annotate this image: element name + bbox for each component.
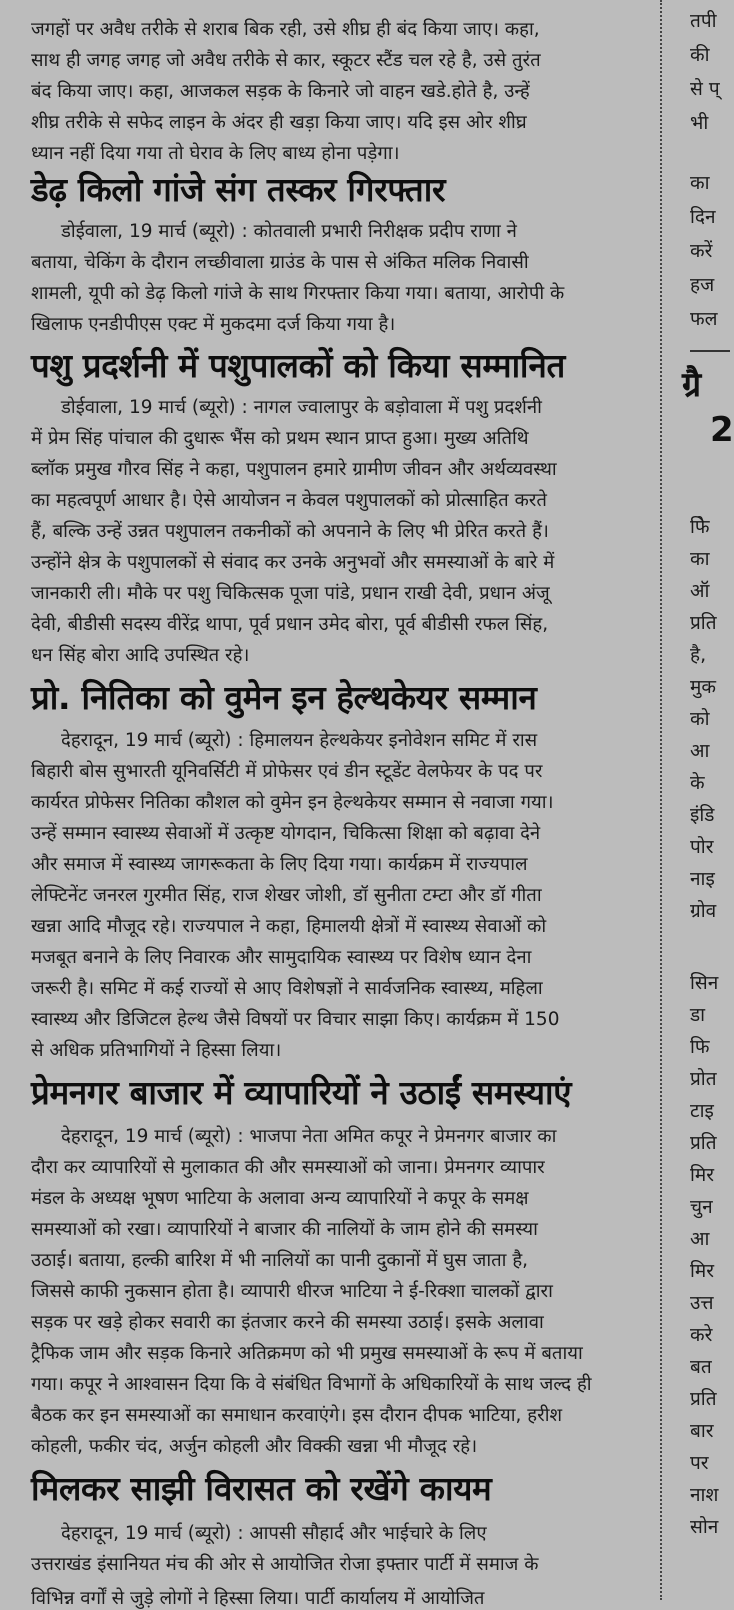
article-line: डोईवाला, 19 मार्च (ब्यूरो) : नागल ज्वालापुर के बड़ोवाला में पशु प्रदर्शनी xyxy=(61,397,542,418)
article-headline: प्रो. नितिका को वुमेन इन हेल्थकेयर सम्मान xyxy=(31,678,537,717)
side-column xyxy=(668,0,734,1600)
article-line: ट्रैफिक जाम और सड़क किनारे अतिक्रमण को भी प्रमुख समस्याओं के रूप में बताया xyxy=(31,1343,583,1364)
side-fragment: उत्त xyxy=(690,1292,714,1314)
article-line: जिससे काफी नुकसान होता है। व्यापारी धीरज भाटिया ने ई-रिक्शा चालकों द्वारा xyxy=(31,1281,553,1302)
article-line: हैं, बल्कि उन्हें उन्नत पशुपालन तकनीकों को अपनाने के लिए भी प्रेरित करते हैं। xyxy=(31,521,549,542)
article-line: में प्रेम सिंह पांचाल की दुधारू भैंस को प्रथम स्थान प्राप्त हुआ। मुख्य अतिथि xyxy=(31,428,529,449)
article-line: उत्तराखंड इंसानियत मंच की ओर से आयोजित रोजा इफ्तार पार्टी में समाज के xyxy=(31,1554,539,1575)
article-line: कार्यरत प्रोफेसर नितिका कौशल को वुमेन इन हेल्थकेयर सम्मान से नवाजा गया। xyxy=(31,792,554,813)
article-headline: मिलकर साझी विरासत को रखेंगे कायम xyxy=(31,1469,492,1508)
side-fragment: है, xyxy=(690,644,707,666)
side-fragment: प्रति xyxy=(690,612,717,634)
article-line: कोहली, फकीर चंद, अर्जुन कोहली और विक्की खन्ना भी मौजूद रहे। xyxy=(31,1436,478,1457)
article-line: विभिन्न वर्गों से जुड़े लोगों ने हिस्सा लिया। पार्टी कार्यालय में आयोजित xyxy=(31,1588,485,1609)
side-fragment: प्रति xyxy=(690,1388,717,1410)
article-line: स्वास्थ्य और डिजिटल हेल्थ जैसे विषयों पर विचार साझा किए। कार्यक्रम में 150 xyxy=(31,1009,560,1030)
side-fragment: बत xyxy=(690,1356,712,1378)
article-line: बैठक कर इन समस्याओं का समाधान करवाएंगे। इस दौरान दीपक भाटिया, हरीश xyxy=(31,1405,563,1426)
side-fragment: पर xyxy=(690,1452,709,1474)
article-line: उठाई। बताया, हल्की बारिश में भी नालियों का पानी दुकानों में घुस जाता है, xyxy=(31,1250,529,1271)
article-line: उन्होंने क्षेत्र के पशुपालकों से संवाद कर उनके अनुभवों और समस्याओं के बारे में xyxy=(31,552,555,573)
side-fragment: नाइ xyxy=(690,868,715,890)
article-line: खिलाफ एनडीपीएस एक्ट में मुकदमा दर्ज किया गया है। xyxy=(31,314,396,335)
article-headline: पशु प्रदर्शनी में पशुपालकों को किया सम्मानित xyxy=(31,346,565,385)
article-line: बिहारी बोस सुभारती यूनिवर्सिटी में प्रोफेसर एवं डीन स्टूडेंट वेलफेयर के पद पर xyxy=(31,761,543,782)
article-line: जानकारी ली। मौके पर पशु चिकित्सक पूजा पांडे, प्रधान राखी देवी, प्रधान अंजू xyxy=(31,583,550,604)
article-line: देहरादून, 19 मार्च (ब्यूरो) : भाजपा नेता अमित कपूर ने प्रेमनगर बाजार का xyxy=(61,1126,557,1147)
article-line: बताया, चेकिंग के दौरान लच्छीवाला ग्राउंड के पास से अंकित मलिक निवासी xyxy=(31,252,529,273)
side-fragment: इंडि xyxy=(690,804,715,826)
side-fragment: टाइ xyxy=(690,1100,714,1122)
article-line: खन्ना आदि मौजूद रहे। राज्यपाल ने कहा, हिमालयी क्षेत्रों में स्वास्थ्य सेवाओं को xyxy=(31,916,547,937)
side-fragment: का xyxy=(690,548,710,570)
side-fragment: फि xyxy=(690,1036,710,1058)
side-fragment: करें xyxy=(690,240,713,262)
intro-line: ध्यान नहीं दिया गया तो घेराव के लिए बाध्य होना पड़ेगा। xyxy=(31,143,400,164)
article-line: डोईवाला, 19 मार्च (ब्यूरो) : कोतवाली प्रभारी निरीक्षक प्रदीप राणा ने xyxy=(61,221,517,242)
article-line: सड़क पर खड़े होकर सवारी का इंतजार करने की समस्या उठाई। इसके अलावा xyxy=(31,1312,544,1333)
article-line: देहरादून, 19 मार्च (ब्यूरो) : आपसी सौहार्द और भाईचारे के लिए xyxy=(61,1523,487,1544)
side-fragment: करे xyxy=(690,1324,713,1346)
side-fragment: बार xyxy=(690,1420,714,1442)
side-fragment: आ xyxy=(690,1228,710,1250)
side-fragment: आ xyxy=(690,740,710,762)
side-fragment: मुक xyxy=(690,676,716,698)
side-fragment: की xyxy=(690,44,710,66)
article-line: जरूरी है। समिट में कई राज्यों से आए विशेषज्ञों ने सार्वजनिक स्वास्थ्य, महिला xyxy=(31,978,543,999)
intro-line: शीघ्र तरीके से सफेद लाइन के अंदर ही खड़ा किया जाए। यदि इस ओर शीघ्र xyxy=(31,112,527,133)
side-fragment: से प् xyxy=(690,78,720,100)
intro-line: बंद किया जाए। कहा, आजकल सड़क के किनारे जो वाहन खडे.होते है, उन्हें xyxy=(31,81,530,102)
side-fragment: फल xyxy=(690,308,718,330)
article-line: देवी, बीडीसी सदस्य वीरेंद्र थापा, पूर्व प्रधान उमेद बोरा, पूर्व बीडीसी रफल सिंह, xyxy=(31,614,549,635)
side-fragment: को xyxy=(690,708,710,730)
article-headline: डेढ़ किलो गांजे संग तस्कर गिरफ्तार xyxy=(31,170,446,209)
article-line: गया। कपूर ने आश्वासन दिया कि वे संबंधित विभागों के अधिकारियों के साथ जल्द ही xyxy=(31,1374,592,1395)
side-fragment: नाश xyxy=(690,1484,719,1506)
article-line: शामली, यूपी को डेढ़ किलो गांजे के साथ गिरफ्तार किया गया। बताया, आरोपी के xyxy=(31,283,565,304)
side-fragment: डा xyxy=(690,1004,706,1026)
side-fragment: पोर xyxy=(690,836,714,858)
intro-line: जगहों पर अवैध तरीके से शराब बिक रही, उसे शीघ्र ही बंद किया जाए। कहा, xyxy=(31,19,540,40)
side-fragment: भी xyxy=(690,112,709,134)
side-fragment: के xyxy=(690,772,705,794)
article-line: मंडल के अध्यक्ष भूषण भाटिया के अलावा अन्य व्यापारियों ने कपूर के समक्ष xyxy=(31,1188,529,1209)
side-headline: ग्रै xyxy=(682,365,702,405)
article-line: मजबूत बनाने के लिए निवारक और सामुदायिक स्वास्थ्य पर विशेष ध्यान देना xyxy=(31,947,532,968)
side-rule xyxy=(690,350,730,352)
side-fragment: हज xyxy=(690,274,715,296)
side-fragment: प्रोत xyxy=(690,1068,717,1090)
side-fragment: का xyxy=(690,172,710,194)
side-fragment: सिन xyxy=(690,972,719,994)
article-line: उन्हें सम्मान स्वास्थ्य सेवाओं में उत्कृष्ट योगदान, चिकित्सा शिक्षा को बढ़ावा देने xyxy=(31,823,541,844)
intro-line: साथ ही जगह जगह जो अवैध तरीके से कार, स्कूटर स्टैंड चल रहे है, उसे तुरंत xyxy=(31,50,541,71)
column-divider xyxy=(660,0,662,1600)
side-fragment: मिर xyxy=(690,1164,715,1186)
side-fragment: तपी xyxy=(690,10,717,32)
article-line: ब्लॉक प्रमुख गौरव सिंह ने कहा, पशुपालन हमारे ग्रामीण जीवन और अर्थव्यवस्था xyxy=(31,459,557,480)
article-line: का महत्वपूर्ण आधार है। ऐसे आयोजन न केवल पशुपालकों को प्रोत्साहित करते xyxy=(31,490,547,511)
side-fragment: ग्रोव xyxy=(690,900,717,922)
side-fragment: दिन xyxy=(690,206,716,228)
side-fragment: फेि xyxy=(690,516,710,538)
side-fragment: चुन xyxy=(690,1196,713,1218)
side-fragment: सोन xyxy=(690,1516,719,1538)
article-line: दौरा कर व्यापारियों से मुलाकात की और समस्याओं को जाना। प्रेमनगर व्यापार xyxy=(31,1157,545,1178)
article-line: देहरादून, 19 मार्च (ब्यूरो) : हिमालयन हेल्थकेयर इनोवेशन समिट में रास xyxy=(61,730,538,751)
article-headline: प्रेमनगर बाजार में व्यापारियों ने उठाईं समस्याएं xyxy=(31,1073,572,1112)
side-fragment: प्रति xyxy=(690,1132,717,1154)
article-line: लेफ्टिनेंट जनरल गुरमीत सिंह, राज शेखर जोशी, डॉ सुनीता टम्टा और डॉ गीता xyxy=(31,885,542,906)
article-line: धन सिंह बोरा आदि उपस्थित रहे। xyxy=(31,645,250,666)
side-fragment: मिर xyxy=(690,1260,715,1282)
article-line: से अधिक प्रतिभागियों ने हिस्सा लिया। xyxy=(31,1040,282,1061)
article-line: समस्याओं को रखा। व्यापारियों ने बाजार की नालियों के जाम होने की समस्या xyxy=(31,1219,538,1240)
side-fragment: ऑ xyxy=(690,580,710,602)
article-line: और समाज में स्वास्थ्य जागरूकता के लिए दिया गया। कार्यक्रम में राज्यपाल xyxy=(31,854,528,875)
side-headline: 2 xyxy=(710,410,734,450)
